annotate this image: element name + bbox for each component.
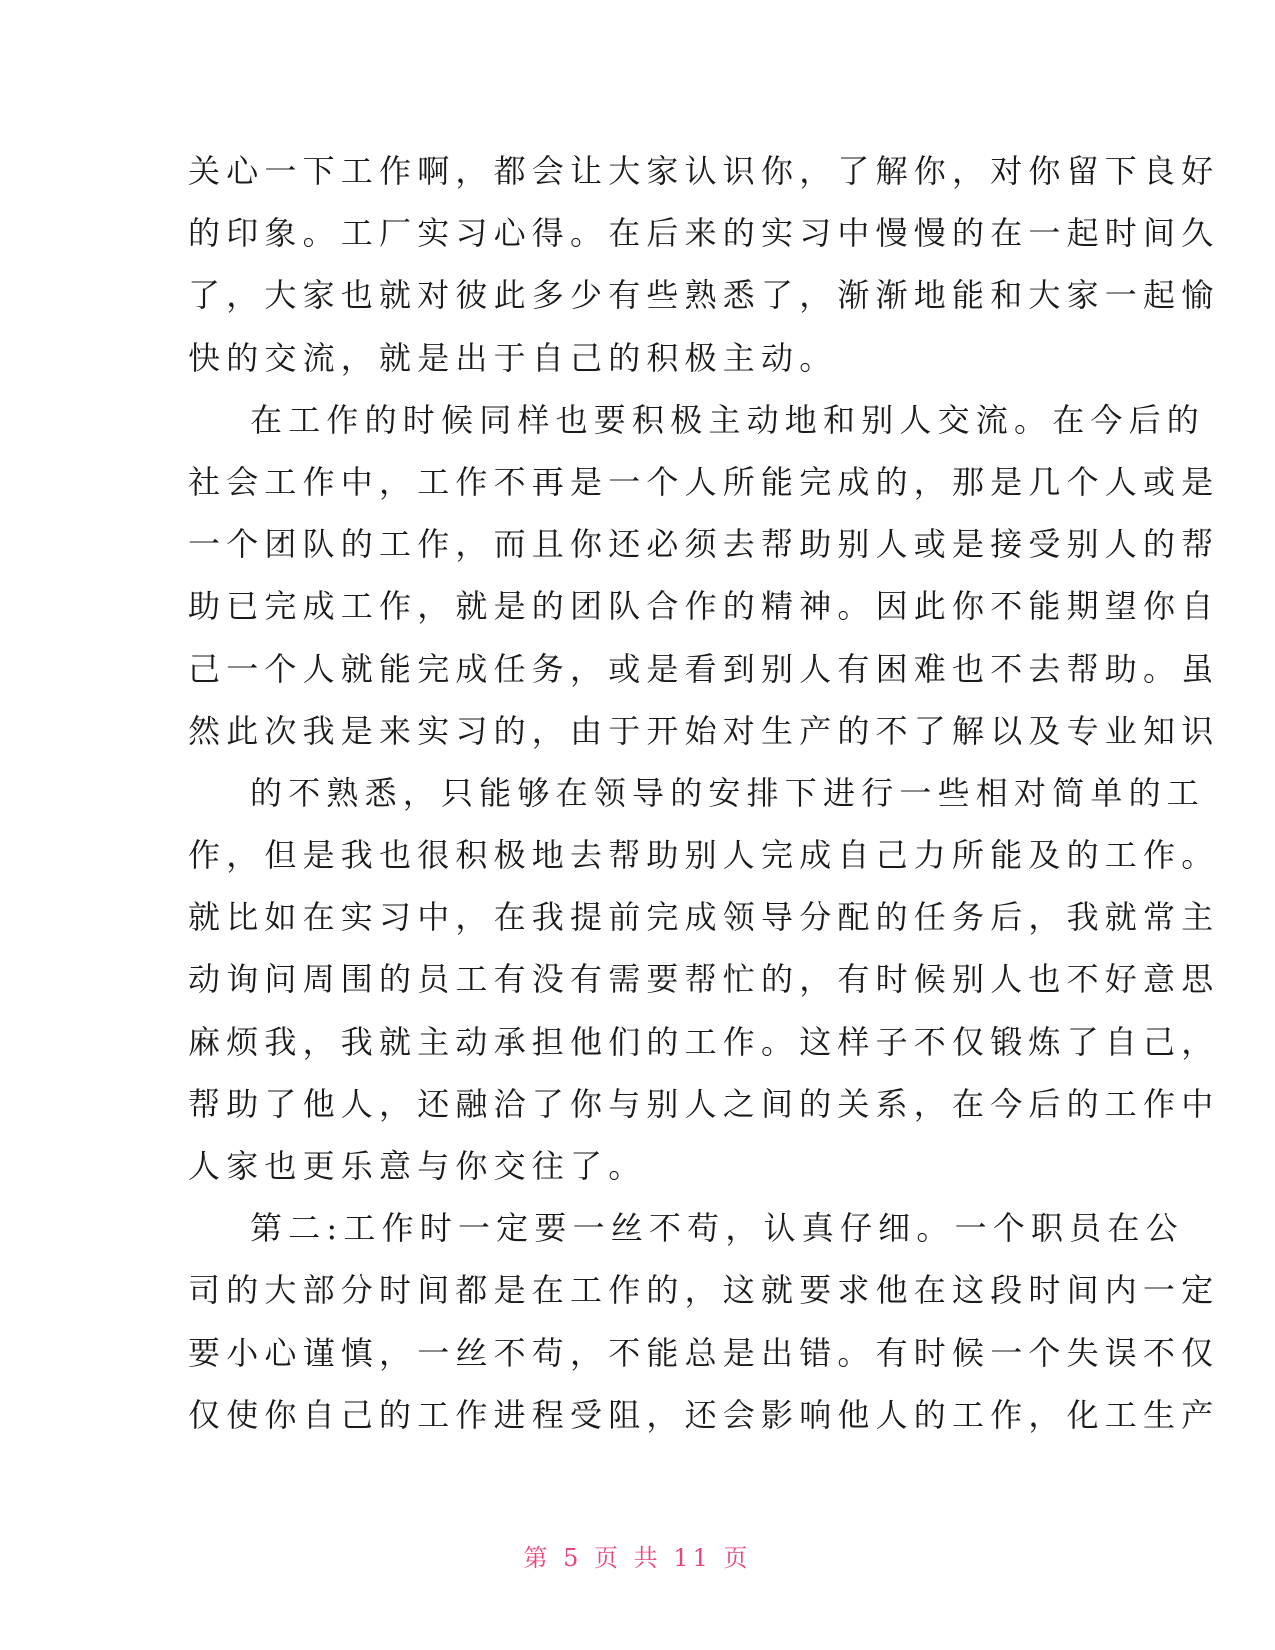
total-pages: 11: [673, 1544, 712, 1572]
page-mid: 页 共: [594, 1544, 662, 1572]
text-line: 人家也更乐意与你交往了。: [188, 1147, 647, 1185]
text-line: 要小心谨慎，一丝不苟，不能总是出错。有时候一个失误不仅: [188, 1333, 1220, 1372]
page-suffix: 页: [723, 1544, 752, 1572]
text-line: 关心一下工作啊，都会让大家认识你，了解你，对你留下良好: [188, 152, 1220, 190]
document-body: [188, 140, 1220, 1446]
text-line: 第二:工作时一定要一丝不苟，认真仔细。一个职员在公: [250, 1209, 1184, 1248]
text-line: 在工作的时候同样也要积极主动地和别人交流。在今后的: [250, 400, 1206, 439]
page-prefix: 第: [523, 1544, 552, 1572]
text-line: 快的交流，就是出于自己的积极主动。: [188, 338, 838, 377]
text-line: 助已完成工作，就是的团队合作的精神。因此你不能期望你自: [188, 587, 1220, 626]
text-line: 的印象。工厂实习心得。在后来的实习中慢慢的在一起时间久: [188, 214, 1220, 253]
text-line: 的不熟悉，只能够在领导的安排下进行一些相对简单的工: [250, 773, 1206, 812]
text-line: 就比如在实习中，在我提前完成领导分配的任务后，我就常主: [188, 898, 1220, 937]
page-footer: [0, 1538, 1275, 1573]
text-line: 己一个人就能完成任务，或是看到别人有困难也不去帮助。虽: [188, 649, 1220, 688]
text-line: 了，大家也就对彼此多少有些熟悉了，渐渐地能和大家一起愉: [188, 276, 1220, 315]
text-line: 司的大部分时间都是在工作的，这就要求他在这段时间内一定: [188, 1271, 1220, 1310]
text-line: 作，但是我也很积极地去帮助别人完成自己力所能及的工作。: [188, 836, 1220, 875]
text-line: 麻烦我，我就主动承担他们的工作。这样子不仅锻炼了自己，: [188, 1022, 1220, 1061]
text-line: 社会工作中，工作不再是一个人所能完成的，那是几个人或是: [188, 462, 1220, 501]
page-number: 5: [563, 1544, 583, 1572]
text-line: 一个团队的工作，而且你还必须去帮助别人或是接受别人的帮: [188, 525, 1220, 564]
text-line: 然此次我是来实习的，由于开始对生产的不了解以及专业知识: [188, 711, 1220, 750]
text-line: 仅使你自己的工作进程受阻，还会影响他人的工作，化工生产: [188, 1395, 1220, 1434]
text-line: 帮助了他人，还融洽了你与别人之间的关系，在今后的工作中: [188, 1084, 1220, 1123]
text-line: 动询问周围的员工有没有需要帮忙的，有时候别人也不好意思: [188, 960, 1220, 999]
